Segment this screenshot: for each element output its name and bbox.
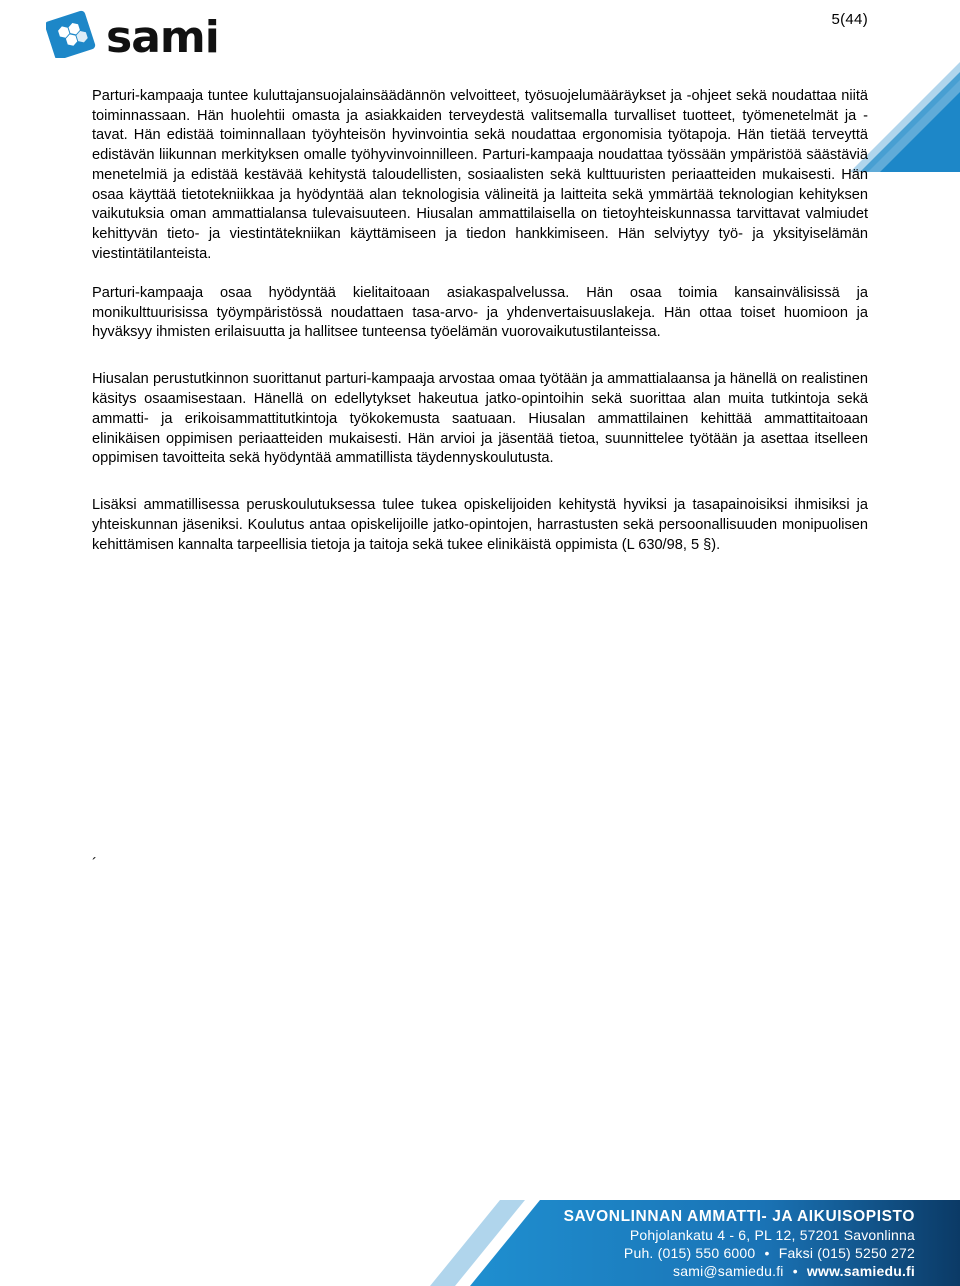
sami-logo xyxy=(46,8,256,58)
page-number: 5(44) xyxy=(831,11,868,28)
paragraph-vocational-education: Lisäksi ammatillisessa peruskoulutuksessa tulee tukea opiskelijoiden kehitystä hyviksi ja tasapainoisiksi ihmisiksi ja yhteiskunnan jäseniksi. Koulutus antaa opiskelijoille jatko-opintojen, harrastusten sekä persoonallisuuden monipuolisen kehittämisen kannalta tarpeellisia tietoja ja taitoja sekä tukee elinikäistä oppimista (L 630/98, 5 §). xyxy=(92,497,868,553)
separator-bullet: • xyxy=(792,1263,798,1279)
phone-number: (015) 550 6000 xyxy=(657,1245,756,1261)
footer-address: Pohjolankatu 4 - 6, PL 12, 57201 Savonlinna xyxy=(629,1227,915,1243)
footer xyxy=(0,1200,960,1286)
phone-label: Puh. xyxy=(623,1245,654,1261)
paragraph-occupational-safety: Parturi-kampaaja tuntee kuluttajansuojalainsäädännön velvoitteet, työsuojelumääräykset ja -ohjeet sekä noudattaa niitä toiminnassaan. Hän huolehtii omasta ja asiakkaiden terveydestä valitsemalla turvalliset tuotteet, työmenetelmät ja -tavat. Hän edistää toiminnallaan työyhteisön hyvinvointia sekä noudattaa ergonomisia työtapoja. Hän tietää terveyttä edistävän liikunnan merkityksen omalle työhyvinvoinnilleen. Parturi-kampaaja noudattaa työssään ympäristöä säästäviä menetelmiä ja edistää kestävää kehitystä taloudellisten, sosiaalisten sekä kulttuuristen periaatteiden mukaisesti. Hän osaa käyttää tietotekniikkaa ja hyödyntää alan teknologisia välineitä ja laitteita sekä ymmärtää teknologian kehityksen vaikutuksia oman ammattialansa tulevaisuuteen. Hiusalan ammattilaisella on tietoyhteiskunnassa tarvittavat valmiudet kehittyvän tieto- ja viestintätekniikan käyttämiseen ja tiedon hankkimiseen. Hän selviytyy työ- ja yksityiselämän viestintätilanteista. xyxy=(92,88,868,262)
paragraph-language-skills: Parturi-kampaaja osaa hyödyntää kielitaitoaan asiakaspalvelussa. Hän osaa toimia kansainvälisissä ja monikulttuurisissa työympäristössä noudattaen tasa-arvo- ja yhdenvertaisuuslakeja. Hän ottaa toiset huomioon ja hyväksyy ihmisten erilaisuutta ja hallitsee tunteensa työelämän vuorovaikutustilanteissa. xyxy=(92,284,868,341)
email-link[interactable]: sami@samiedu.fi xyxy=(673,1263,784,1279)
fax-number: (015) 5250 272 xyxy=(817,1245,915,1261)
svg-text:sami: sami xyxy=(106,12,219,58)
footer-organization-name: SAVONLINNAN AMMATTI- JA AIKUISOPISTO xyxy=(563,1208,915,1225)
paragraph-professional-development: Hiusalan perustutkinnon suorittanut parturi-kampaaja arvostaa omaa työtään ja ammattialaansa ja hänellä on realistinen käsitys osaamisestaan. Hänellä on edellytykset hakeutua jatko-opintoihin sekä suorittaa alan muita tutkintoja sekä ammatti- ja erikoisammattitutkintoja työkokemusta saatuaan. Hiusalan ammattilainen kehittää ammattitaitoaan elinikäisen oppimisen periaatteiden mukaisesti. Hän arvioi ja jäsentää tietoa, suunnittelee työtään ja asettaa itselleen oppimisen tavoitteita sekä hyödyntää ammatillista täydennyskoulutusta. xyxy=(92,371,868,467)
footer-phone-fax xyxy=(564,1244,915,1262)
separator-bullet: • xyxy=(764,1245,770,1261)
website-link[interactable]: www.samiedu.fi xyxy=(806,1263,915,1279)
stray-mark: ´ xyxy=(92,855,97,872)
footer-contact-block xyxy=(564,1208,915,1280)
document-body xyxy=(92,87,868,556)
fax-label: Faksi xyxy=(778,1245,814,1261)
footer-email-web xyxy=(564,1262,915,1280)
logo-mark-icon xyxy=(46,8,256,58)
